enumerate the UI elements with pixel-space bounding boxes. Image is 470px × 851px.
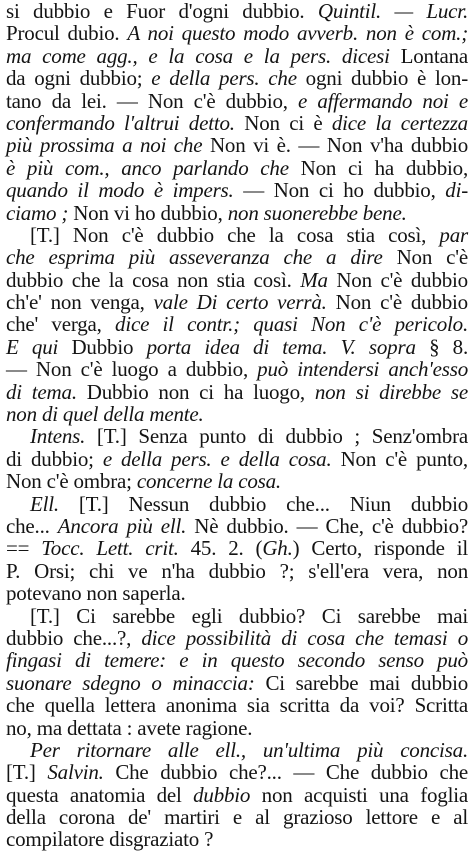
roman-text-span: Nè dubbio. — Che, c'è dubbio? (194, 513, 468, 538)
italic-text-span: ciamo ; (6, 200, 74, 225)
roman-text-span: Non c'è dubbio (336, 267, 468, 292)
text-line (6, 336, 468, 358)
italic-text-span: Intens. (30, 424, 97, 449)
roman-text-span: ch'e' non venga, (6, 290, 154, 315)
entry-text-body (6, 0, 468, 851)
italic-text-span: concerne la cosa. (136, 469, 281, 494)
dictionary-page (6, 0, 469, 851)
italic-text-span: A noi questo modo avverb. non è com.; (127, 21, 468, 46)
roman-text-span: — Non ci ho dubbio, (243, 178, 446, 203)
roman-text-span: non acquisti una foglia (261, 782, 468, 807)
italic-text-span: di- (445, 178, 468, 203)
roman-text-span: Dubbio non ci ha luogo, (86, 379, 315, 404)
text-line (6, 291, 468, 313)
text-line (6, 269, 468, 291)
roman-text-span: Non vi è. — Non v'ha dubbio (209, 133, 468, 158)
text-line (6, 672, 468, 694)
roman-text-span: che... (6, 513, 58, 538)
roman-text-span: Non c'è punto, (340, 446, 468, 471)
roman-text-span: ) Certo, risponde il (292, 536, 468, 561)
roman-text-span: della corona de' martiri e al grazioso lettore e al (6, 805, 468, 830)
text-line (6, 784, 468, 806)
roman-text-span: potevano non saperla. (6, 581, 186, 606)
text-line (6, 425, 468, 447)
text-line (6, 761, 468, 783)
text-line (6, 515, 468, 537)
text-line (6, 246, 468, 268)
roman-text-span: [T.] (6, 760, 48, 785)
italic-text-span: e della pers. e della cosa. (102, 446, 341, 471)
text-line (6, 381, 468, 403)
italic-text-span: Per ritornare alle ell., un'ultima più concisa. (30, 737, 468, 762)
italic-text-span: dubbio (193, 782, 262, 807)
italic-text-span: quando il modo è impers. (6, 178, 244, 203)
italic-text-span: porta idea di tema. V. sopra (146, 334, 430, 359)
roman-text-span: P. Orsi; chi ve n'ha dubbio ?; s'ell'era vera, non (6, 558, 468, 583)
italic-text-span: suonare sdegno o minaccia: (6, 670, 266, 695)
italic-text-span: dice il contr.; quasi Non c'è pericolo. (115, 312, 468, 337)
roman-text-span: dubbio che...?, (6, 625, 142, 650)
italic-text-span: e affermando noi e (298, 88, 468, 113)
italic-text-span: ma come agg., e la cosa e la pers. dicesi (6, 43, 401, 68)
roman-text-span: che quella lettera anonima sia scritta da voi? Scritta (6, 693, 468, 718)
text-line (6, 560, 468, 582)
text-line (6, 694, 468, 716)
text-line (6, 537, 468, 559)
italic-text-span: Tocc. Lett. crit. (41, 536, 191, 561)
italic-text-span: non di quel della mente. (6, 402, 204, 427)
roman-text-span: Non ci ha dubbio, (300, 155, 468, 180)
roman-text-span: 45. 2. ( (190, 536, 263, 561)
italic-text-span: e della pers. che (151, 66, 306, 91)
text-line (6, 739, 468, 761)
roman-text-span: che' verga, (6, 312, 116, 337)
italic-text-span: Ell. (30, 491, 79, 516)
italic-text-span: fingasi di temere: e in questo secondo senso può (6, 648, 468, 673)
roman-text-span: Lontana (400, 43, 468, 68)
text-line (6, 313, 468, 335)
roman-text-span: Procul dubio. (6, 21, 128, 46)
italic-text-span: Ma (300, 267, 337, 292)
italic-text-span: non si direbbe se (314, 379, 468, 404)
italic-text-span: non suonerebbe bene. (227, 200, 407, 225)
roman-text-span: ogni dubbio è lon- (305, 66, 469, 91)
roman-text-span: da ogni dubbio; (6, 66, 152, 91)
italic-text-span: di tema. (6, 379, 87, 404)
italic-text-span: Salvin. (47, 760, 116, 785)
text-line (6, 403, 468, 425)
text-line (6, 582, 468, 604)
roman-text-span: == (6, 536, 42, 561)
text-line (6, 224, 468, 246)
text-line (6, 22, 468, 44)
italic-text-span: è più com., anco parlando che (6, 155, 301, 180)
roman-text-span: — Non c'è luogo a dubbio, (6, 357, 258, 382)
italic-text-span: può intendersi anch'esso (257, 357, 468, 382)
roman-text-span: Che dubbio che?... — Che dubbio che (115, 760, 468, 785)
text-line (6, 605, 468, 627)
roman-text-span: compilatore disgraziato ? (6, 827, 214, 851)
text-line (6, 67, 468, 89)
roman-text-span: tano da lei. — Non c'è dubbio, (6, 88, 299, 113)
text-line (6, 202, 468, 224)
roman-text-span: [T.] Ci sarebbe egli dubbio? Ci sarebbe mai (30, 603, 468, 628)
roman-text-span: Dubbio (71, 334, 147, 359)
roman-text-span: § 8. (429, 334, 469, 359)
roman-text-span: questa anatomia del (6, 782, 194, 807)
text-line (6, 627, 468, 649)
italic-text-span: Quintil. — Lucr. (317, 0, 469, 23)
text-line (6, 828, 468, 850)
italic-text-span: dice possibilità di cosa che temasi o (141, 625, 468, 650)
italic-text-span: confermando l'altrui detto. (6, 110, 245, 135)
italic-text-span: par (439, 222, 468, 247)
roman-text-span: Non ci è (244, 110, 332, 135)
text-line (6, 649, 468, 671)
text-line (6, 358, 468, 380)
italic-text-span: Gh. (262, 536, 293, 561)
text-line (6, 448, 468, 470)
roman-text-span: Non c'è dubbio (335, 290, 468, 315)
text-line (6, 493, 468, 515)
roman-text-span: Non c'è (396, 245, 468, 270)
text-line (6, 179, 468, 201)
roman-text-span: Ci sarebbe mai dubbio (265, 670, 469, 695)
roman-text-span: [T.] Nessun dubbio che... Niun dubbio (78, 491, 468, 516)
italic-text-span: più prossima a noi che (6, 133, 210, 158)
roman-text-span: [T.] Non c'è dubbio che la cosa stia così, (30, 222, 440, 247)
roman-text-span: no, ma dettata : avete ragione. (6, 715, 253, 740)
roman-text-span: si dubbio e Fuor d'ogni dubbio. (6, 0, 318, 23)
text-line (6, 0, 468, 22)
text-line (6, 112, 468, 134)
text-line (6, 90, 468, 112)
text-line (6, 157, 468, 179)
roman-text-span: Non c'è ombra; (6, 469, 137, 494)
roman-text-span: [T.] Senza punto di dubbio ; Senz'ombra (96, 424, 468, 449)
roman-text-span: di dubbio; (6, 446, 103, 471)
text-line (6, 134, 468, 156)
text-line (6, 45, 468, 67)
text-line (6, 717, 468, 739)
roman-text-span: dubbio che la cosa non stia così. (6, 267, 301, 292)
text-line (6, 806, 468, 828)
italic-text-span: E qui (6, 334, 72, 359)
italic-text-span: vale Di certo verrà. (153, 290, 336, 315)
italic-text-span: dice la certezza (331, 110, 468, 135)
italic-text-span: che esprima più asseveranza che a dire (6, 245, 397, 270)
italic-text-span: Ancora più ell. (57, 513, 195, 538)
text-line (6, 470, 468, 492)
roman-text-span: Non vi ho dubbio, (73, 200, 228, 225)
